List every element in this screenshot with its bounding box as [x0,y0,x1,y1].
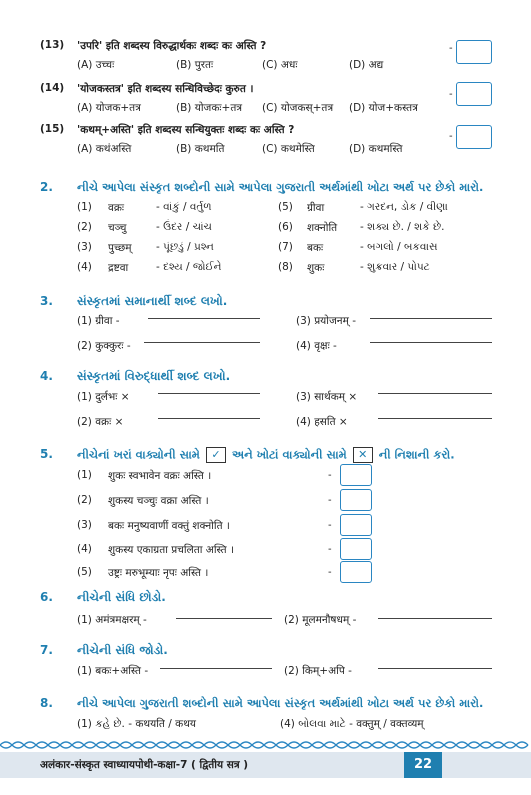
s5-item-num: (4) [77,543,92,555]
s4-item: (4) हसति × [296,416,348,428]
page-number: 22 [404,752,442,778]
section-3-number: 3. [40,294,53,308]
s6-item: (2) मूलमनौषधम् - [284,614,357,626]
s3-answer-line[interactable] [144,342,260,343]
s4-answer-line[interactable] [158,393,260,394]
s5-item-num: (5) [77,566,92,578]
s6-answer-line[interactable] [378,618,492,619]
s5-dash: - [328,520,332,531]
s2-item-num: (5) [278,201,293,213]
q15-option-a: (A) कथंअस्ति [77,143,132,155]
s5-mark-box[interactable] [340,464,372,486]
s2-item-num: (2) [77,221,92,233]
section-8-number: 8. [40,696,53,710]
s5-item-text: शुकः स्वभावेन वक्रः अस्ति । [108,470,212,482]
s3-item: (1) ग्रीवा - [77,315,120,327]
s5-item-text: उष्ट्रः मरुभूम्याः नृपः अस्ति । [108,567,209,579]
section-5-title-c: ની નિશાની કરો. [378,447,455,462]
s8-item: (4) બોલવા માટે - वक्तुम् / वक्तव्यम् [280,718,424,730]
footer-title: अलंकार-संस्कृत स्वाध्यायपोथी-कक्षा-7 ( द्वितीय सत्र ) [40,759,249,771]
wave-border-decoration [0,738,531,752]
section-4-number: 4. [40,369,53,383]
q14-answer-box[interactable] [456,82,492,106]
s5-item-num: (1) [77,469,92,481]
s5-mark-box[interactable] [340,538,372,560]
s6-item: (1) अमंत्रमक्षरम् - [77,614,147,626]
q13-option-a: (A) उच्चः [77,59,115,71]
s2-item-meaning: - પૂંછડું / પ્રશ્ન [156,241,214,253]
s5-item-text: बकः मनुष्यवाणीं वक्तुं शक्नोति । [108,520,230,532]
section-6-number: 6. [40,590,53,604]
s4-item: (2) वक्रः × [77,416,124,428]
s2-item-word: पुच्छम् [108,242,132,254]
s6-answer-line[interactable] [176,618,272,619]
s7-item: (2) किम्+अपि - [284,665,352,677]
s2-item-num: (6) [278,221,293,233]
s3-answer-line[interactable] [148,318,260,319]
section-4-title: સંસ્કૃતમાં વિરુદ્ધાર્થી શબ્દ લખો. [77,369,231,383]
section-2-title: નીચે આપેલા સંસ્કૃત શબ્દોની સામે આપેલા ગુજરાતી અર્થમાંથી ખોટા અર્થ પર છેકો મારો. [77,180,484,194]
section-7-title: નીચેની સંધિ જોડો. [77,643,168,657]
q15-option-d: (D) कथमस्ति [349,143,403,155]
s2-item-meaning: - શુક્રવાર / પોપટ [360,261,430,273]
q15-answer-box[interactable] [456,125,492,149]
q13-answer-box[interactable] [456,40,492,64]
q14-option-d: (D) योज+कस्तत्र [349,102,418,114]
s2-item-meaning: - દશ્ય / જોઈને [156,261,222,273]
s5-item-num: (3) [77,519,92,531]
s4-answer-line[interactable] [378,418,492,419]
s7-answer-line[interactable] [160,668,272,669]
s3-item: (2) कुक्कुरः - [77,340,131,352]
q14-answer-dash: - [449,89,453,100]
q15-option-c: (C) कथमेस्ति [262,143,315,155]
s3-answer-line[interactable] [370,342,492,343]
section-5-title [77,447,455,463]
s5-dash: - [328,495,332,506]
s4-item: (3) सार्थकम् × [296,391,358,403]
s4-item: (1) दुर्लभः × [77,391,130,403]
section-3-title: સંસ્કૃતમાં સમાનાર્થી શબ્દ લખો. [77,294,228,308]
s4-answer-line[interactable] [158,418,260,419]
s2-item-meaning: - બગલો / બકવાસ [360,241,438,253]
s5-mark-box[interactable] [340,489,372,511]
s2-item-word: ग्रीवा [307,202,325,214]
q15-text: 'कथम्+अस्ति' इति शब्दस्य सन्धियुक्तः शब्दः कः अस्ति ? [77,124,295,136]
q14-option-c: (C) योजकस्+तत्र [262,102,334,114]
s5-mark-box[interactable] [340,514,372,536]
q13-option-b: (B) पुरतः [176,59,214,71]
s5-dash: - [328,544,332,555]
s2-item-num: (8) [278,261,293,273]
s5-item-num: (2) [77,494,92,506]
s5-dash: - [328,470,332,481]
s5-mark-box[interactable] [340,561,372,583]
s2-item-word: चञ्चु [108,222,127,234]
q14-option-b: (B) योजकः+तत्र [176,102,243,114]
q15-option-b: (B) कथमति [176,143,225,155]
section-5-title-a: નીચેનાં ખરાં વાક્યોની સામે [77,447,200,462]
s7-item: (1) बकः+अस्ति - [77,665,149,677]
s5-dash: - [328,567,332,578]
q13-number: (13) [40,39,65,51]
section-7-number: 7. [40,643,53,657]
s2-item-num: (3) [77,241,92,253]
tick-icon: ✓ [206,447,226,463]
q14-number: (14) [40,82,65,94]
s2-item-word: द्रष्टवा [108,262,129,274]
cross-icon: ✕ [353,447,373,463]
section-8-title: નીચે આપેલા ગુજરાતી શબ્દોની સામે આપેલા સંસ્કૃત અર્થમાંથી ખોટા અર્થ પર છેકો મારો. [77,696,484,710]
s2-item-num: (7) [278,241,293,253]
s3-item: (3) प्रयोजनम् - [296,315,357,327]
section-2-number: 2. [40,180,53,194]
s3-answer-line[interactable] [370,318,492,319]
section-5-number: 5. [40,447,53,461]
q13-option-d: (D) अद्य [349,59,384,71]
s5-item-text: शुकस्य एकाग्रता प्रचलिता अस्ति । [108,544,234,556]
s5-item-text: शुकस्य चञ्चुः वक्रा अस्ति । [108,495,209,507]
s2-item-meaning: - ઉંદર / ચાંચ [156,221,212,233]
s7-answer-line[interactable] [378,668,492,669]
q14-option-a: (A) योजक+तत्र [77,102,141,114]
s2-item-meaning: - ગરદન, ડોક / વીણા [360,201,448,213]
q14-text: 'योजकस्तत्र' इति शब्दस्य सन्धिविच्छेदः कुरुत । [77,83,254,95]
q15-answer-dash: - [449,131,453,142]
s2-item-meaning: - વાંકું / વર્તુળ [156,201,212,213]
s3-item: (4) वृक्षः - [296,340,337,352]
section-6-title: નીચેની સંધિ છોડો. [77,590,166,604]
q13-answer-dash: - [449,43,453,54]
section-5-title-b: અને ખોટાં વાક્યોની સામે [231,447,347,462]
s2-item-num: (1) [77,201,92,213]
s2-item-word: वक्रः [108,202,125,214]
s2-item-num: (4) [77,261,92,273]
q15-number: (15) [40,123,65,135]
s2-item-meaning: - શક્ય છે. / શકે છે. [360,221,445,233]
q13-text: 'उपरि' इति शब्दस्य विरुद्धार्थकः शब्दः कः अस्ति ? [77,40,267,52]
s2-item-word: बकः [307,242,324,254]
s2-item-word: शक्नोति [307,222,338,234]
s2-item-word: शुकः [307,262,325,274]
s8-item: (1) કહે છે. - कथयति / कथय [77,718,196,730]
s4-answer-line[interactable] [378,393,492,394]
q13-option-c: (C) अधः [262,59,298,71]
